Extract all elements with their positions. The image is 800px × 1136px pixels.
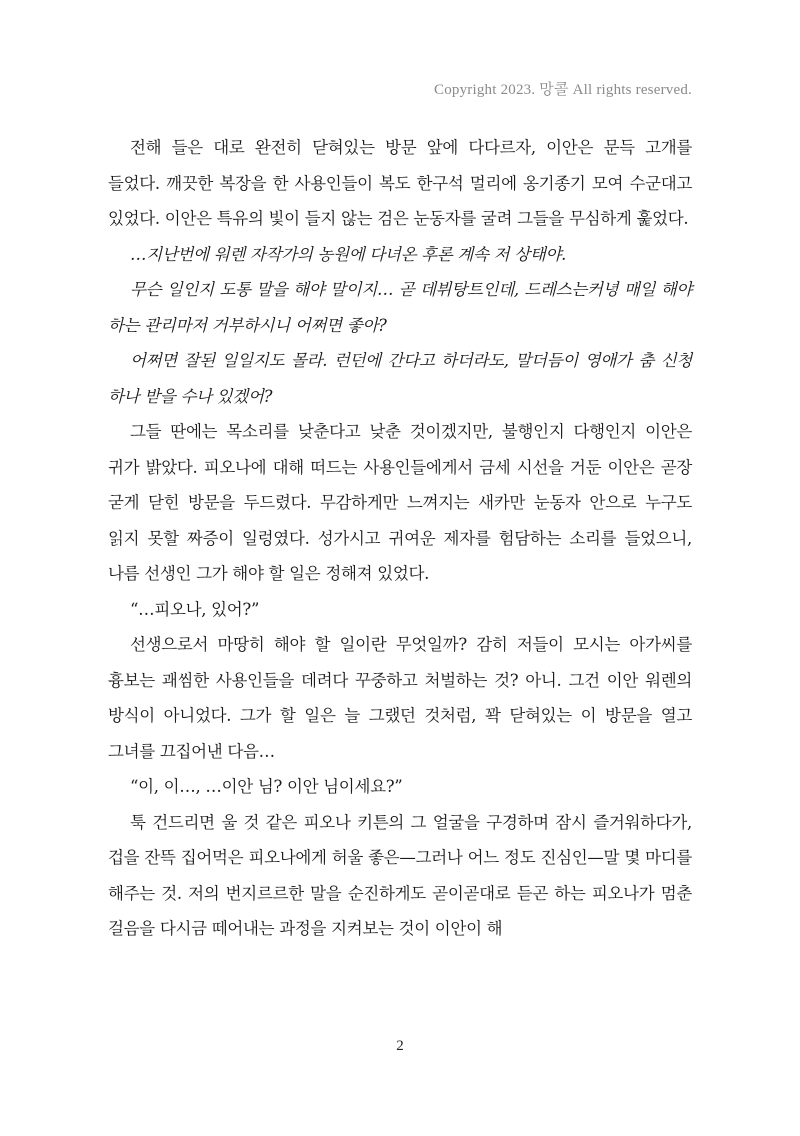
paragraph-6: “…피오나, 있어?” (130, 599, 260, 619)
paragraph-7: 선생으로서 마땅히 해야 할 일이란 무엇일까? 감히 저들이 모시는 아가씨를 흉보는 괘씸한 사용인들을 데려다 꾸중하고 처벌하는 것? 아니. 그건 이안 워렌의 방식이 아니었다. 그가 할 일은 늘 그랬던 것처럼, 꽉 닫혀있는 이 방문을 열고 그녀를 끄집어낸 다음… (108, 635, 692, 761)
paragraph-2: …지난번에 워렌 자작가의 농원에 다녀온 후론 계속 저 상태야. (130, 244, 567, 264)
paragraph-8: “이, 이…, …이안 님? 이안 님이세요?” (130, 777, 403, 796)
copyright-notice: Copyright 2023. 망콜 All rights reserved. (433, 82, 692, 98)
paragraph-3: 무슨 일인지 도통 말을 해야 말이지… 곧 데뷔탕트인데, 드레스는커녕 매일 해야 하는 관리마저 거부하시니 어쩌면 좋아? (108, 280, 692, 335)
paragraph-1: 전해 들은 대로 완전히 닫혀있는 방문 앞에 다다르자, 이안은 문득 고개를 들었다. 깨끗한 복장을 한 사용인들이 복도 한구석 멀리에 옹기종기 모여 수군대고 있었다. 이안은 특유의 빛이 들지 않는 검은 눈동자를 굴려 그들을 무심하게 훑었다. (108, 138, 692, 228)
paragraph-9: 툭 건드리면 울 것 같은 피오나 키튼의 그 얼굴을 구경하며 잠시 즐거워하다가, 겁을 잔뜩 집어먹은 피오나에게 허울 좋은—그러나 어느 정도 진심인—말 몇 마디를 해주는 것. 저의 번지르르한 말을 순진하게도 곧이곧대로 듣곤 하는 피오나가 멈춘 걸음을 다시금 떼어내는 과정을 지켜보는 것이 이안이 해 (108, 812, 692, 938)
paragraph-5: 그들 딴에는 목소리를 낮춘다고 낮춘 것이겠지만, 불행인지 다행인지 이안은 귀가 밝았다. 피오나에 대해 떠드는 사용인들에게서 금세 시선을 거둔 이안은 곧장 굳게 닫힌 방문을 두드렸다. 무감하게만 느껴지는 새카만 눈동자 안으로 누구도 읽지 못할 짜증이 일렁였다. 성가시고 귀여운 제자를 험담하는 소리를 들었으니, 나름 선생인 그가 해야 할 일은 정해져 있었다. (108, 422, 692, 583)
paragraph-4: 어쩌면 잘된 일일지도 몰라. 런던에 간다고 하더라도, 말더듬이 영애가 춤 신청 하나 받을 수나 있겠어? (108, 351, 692, 406)
body-text (108, 130, 692, 947)
page-number: 2 (396, 1038, 404, 1054)
